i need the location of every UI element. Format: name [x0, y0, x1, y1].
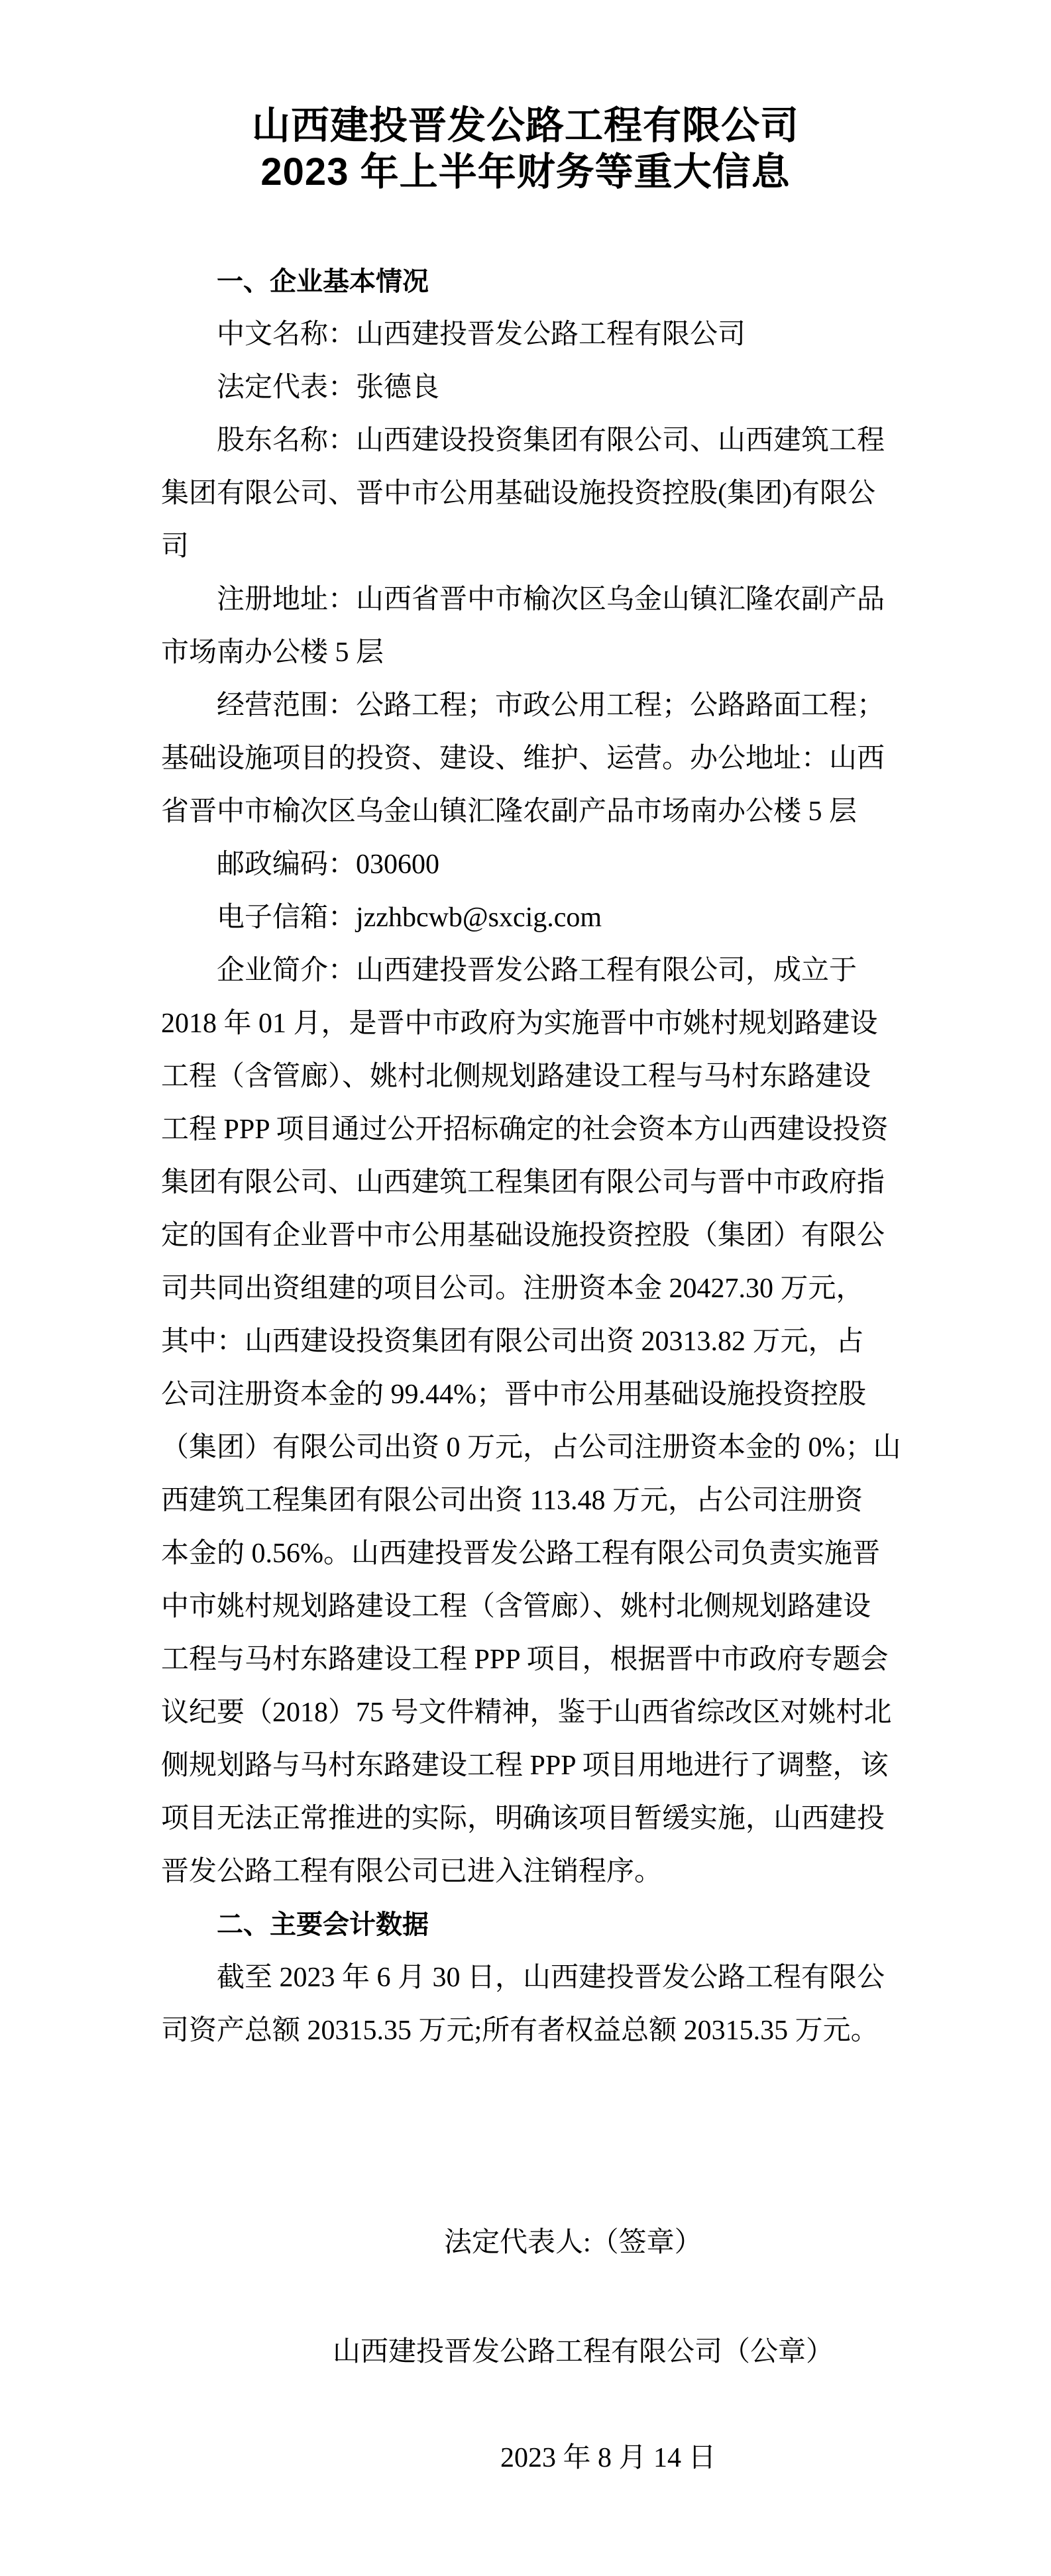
body-line: 法定代表：张德良 [217, 372, 440, 403]
body-line: 议纪要（2018）75 号文件精神，鉴于山西省综改区对姚村北 [161, 1697, 892, 1728]
document-title-line-2: 2023 年上半年财务等重大信息 [260, 150, 791, 193]
body-line: 基础设施项目的投资、建设、维护、运营。办公地址：山西 [161, 743, 885, 774]
body-line: 侧规划路与马村东路建设工程 PPP 项目用地进行了调整，该 [161, 1750, 889, 1781]
body-line: 截至 2023 年 6 月 30 日，山西建投晋发公路工程有限公 [217, 1962, 885, 1993]
body-line: 司共同出资组建的项目公司。注册资本金 20427.30 万元， [161, 1273, 864, 1304]
body-line: 省晋中市榆次区乌金山镇汇隆农副产品市场南办公楼 5 层 [161, 796, 857, 827]
company-seal-line: 山西建投晋发公路工程有限公司（公章） [333, 2337, 834, 2367]
date-line: 2023 年 8 月 14 日 [500, 2443, 716, 2473]
body-line: 晋发公路工程有限公司已进入注销程序。 [161, 1856, 663, 1887]
body-line: 工程与马村东路建设工程 PPP 项目，根据晋中市政府专题会 [161, 1644, 889, 1675]
body-line: 电子信箱：jzzhbcwb@sxcig.com [217, 902, 602, 933]
body-line: 工程 PPP 项目通过公开招标确定的社会资本方山西建设投资 [161, 1114, 889, 1145]
document-title-line-1: 山西建投晋发公路工程有限公司 [251, 104, 799, 147]
section1-heading: 一、企业基本情况 [217, 267, 429, 296]
body-line: 集团有限公司、山西建筑工程集团有限公司与晋中市政府指 [161, 1167, 885, 1198]
body-line: （集团）有限公司出资 0 万元，占公司注册资本金的 0%；山 [161, 1432, 901, 1463]
body-line: 司资产总额 20315.35 万元;所有者权益总额 20315.35 万元。 [161, 2015, 879, 2046]
body-line: 集团有限公司、晋中市公用基础设施投资控股(集团)有限公 [161, 478, 875, 509]
body-line: 企业简介：山西建投晋发公路工程有限公司，成立于 [217, 955, 857, 986]
body-line: 经营范围：公路工程；市政公用工程；公路路面工程； [217, 690, 885, 721]
body-line: 股东名称：山西建设投资集团有限公司、山西建筑工程 [217, 425, 885, 456]
body-line: 西建筑工程集团有限公司出资 113.48 万元，占公司注册资 [161, 1485, 863, 1516]
body-line: 2018 年 01 月，是晋中市政府为实施晋中市姚村规划路建设 [161, 1008, 878, 1039]
body-line: 项目无法正常推进的实际，明确该项目暂缓实施，山西建投 [161, 1803, 885, 1834]
body-line: 司 [161, 531, 190, 562]
section2-heading: 二、主要会计数据 [217, 1910, 429, 1939]
body-line: 邮政编码：030600 [217, 849, 440, 880]
body-line: 定的国有企业晋中市公用基础设施投资控股（集团）有限公 [161, 1220, 885, 1251]
body-line: 市场南办公楼 5 层 [161, 637, 384, 668]
body-line: 本金的 0.56%。山西建投晋发公路工程有限公司负责实施晋 [161, 1538, 880, 1569]
body-line: 公司注册资本金的 99.44%；晋中市公用基础设施投资控股 [161, 1379, 866, 1410]
body-line: 其中：山西建设投资集团有限公司出资 20313.82 万元，占 [161, 1326, 864, 1357]
body-line: 中文名称：山西建投晋发公路工程有限公司 [217, 319, 746, 350]
legal-representative-line: 法定代表人:（签章） [444, 2227, 702, 2258]
body-line: 工程（含管廊）、姚村北侧规划路建设工程与马村东路建设 [161, 1061, 871, 1092]
body-line: 注册地址：山西省晋中市榆次区乌金山镇汇隆农副产品 [217, 584, 885, 615]
body-line: 中市姚村规划路建设工程（含管廊）、姚村北侧规划路建设 [161, 1591, 871, 1622]
